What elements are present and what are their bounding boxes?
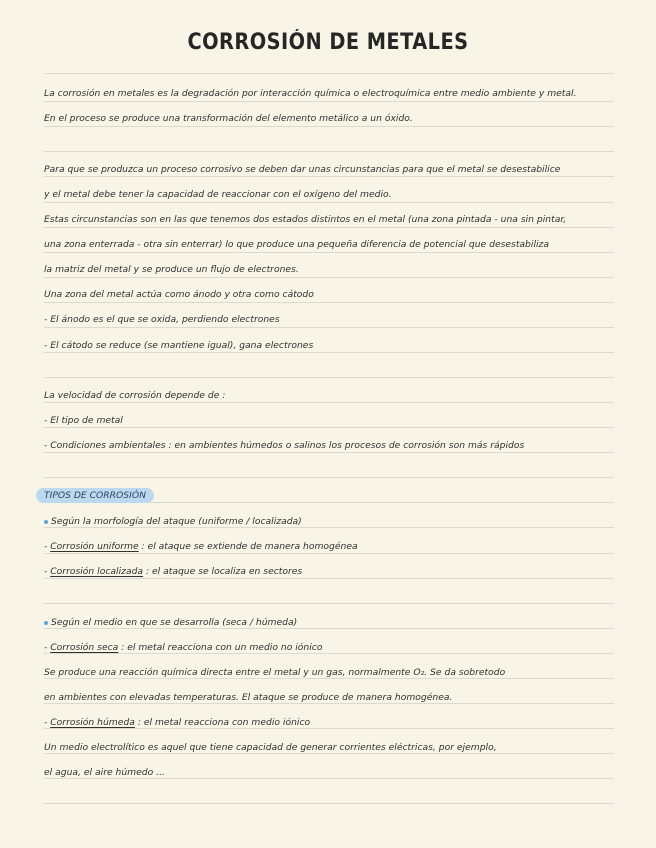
ruled-line (44, 126, 614, 127)
ruled-line (44, 252, 614, 253)
para2-line-7: - El ánodo es el que se oxida, perdiendo electrones (44, 314, 280, 325)
ruled-line (44, 452, 614, 453)
dry-term: Corrosión seca (50, 642, 119, 653)
dry-desc-line-2: en ambientes con elevadas temperaturas. El ataque se produce de manera homogénea. (44, 692, 453, 703)
para2-line-5: la matriz del metal y se produce un flujo de electrones. (44, 264, 299, 275)
localized-line: - Corrosión localizada : el ataque se localiza en sectores (44, 566, 303, 577)
ruled-line (44, 277, 614, 278)
bullet-icon (44, 520, 48, 524)
wet-desc-line-1: Un medio electrolítico es aquel que tiene capacidad de generar corrientes eléctricas, por ejemplo, (44, 742, 497, 753)
velocity-line-2: - El tipo de metal (44, 415, 123, 426)
morph-heading: Según la morfología del ataque (uniforme / localizada) (51, 516, 302, 527)
ruled-line (44, 151, 614, 152)
dry-text: : el metal reacciona con un medio no iónico (121, 642, 323, 653)
ruled-line (44, 553, 614, 554)
wet-desc-line-2: el agua, el aire húmedo ... (44, 767, 165, 778)
intro-line-2: En el proceso se produce una transformación del elemento metálico a un óxido. (44, 113, 413, 124)
intro-line-1: La corrosión en metales es la degradación por interacción química o electroquímica entre medio ambiente y metal. (44, 88, 577, 99)
para2-line-8: - El cátodo se reduce (se mantiene igual), gana electrones (44, 340, 314, 351)
ruled-line (44, 202, 614, 203)
para2-line-6: Una zona del metal actúa como ánodo y otra como cátodo (44, 289, 314, 300)
types-heading: TIPOS DE CORROSIÓN (36, 488, 154, 503)
ruled-line (44, 578, 614, 579)
wet-line: - Corrosión húmeda : el metal reacciona con medio iónico (44, 717, 311, 728)
para2-line-1: Para que se produzca un proceso corrosivo se deben dar unas circunstancias para que el metal se desestabilice (44, 164, 561, 175)
para2-line-2: y el metal debe tener la capacidad de reaccionar con el oxígeno del medio. (44, 189, 392, 200)
ruled-line (44, 427, 614, 428)
localized-text: : el ataque se localiza en sectores (145, 566, 303, 577)
morph-heading-line (44, 516, 616, 528)
ruled-line (44, 302, 614, 303)
ruled-line (44, 352, 614, 353)
ruled-line (44, 176, 614, 177)
page-title: CORROSIÓN DE METALES (187, 30, 469, 55)
medium-heading: Según el medio en que se desarrolla (seca / húmeda) (51, 617, 298, 628)
velocity-line-3: - Condiciones ambientales : en ambientes húmedos o salinos los procesos de corrosión son más rápidos (44, 440, 525, 451)
dry-desc-line-1: Se produce una reacción química directa entre el metal y un gas, normalmente O₂. Se da sobretodo (44, 667, 506, 678)
wet-term: Corrosión húmeda (50, 717, 135, 728)
localized-term: Corrosión localizada (50, 566, 144, 577)
ruled-line (44, 101, 614, 102)
wet-text: : el metal reacciona con medio iónico (137, 717, 311, 728)
medium-heading-line (44, 617, 616, 629)
ruled-line (44, 227, 614, 228)
ruled-line (44, 73, 614, 74)
para2-line-4: una zona enterrada - otra sin enterrar) lo que produce una pequeña diferencia de potencial que desestabiliza (44, 239, 550, 250)
uniform-term: Corrosión uniforme (50, 541, 139, 552)
uniform-text: : el ataque se extiende de manera homogénea (141, 541, 358, 552)
ruled-line (44, 803, 614, 804)
ruled-line (44, 377, 614, 378)
ruled-line (44, 327, 614, 328)
ruled-line (44, 603, 614, 604)
velocity-line-1: La velocidad de corrosión depende de : (44, 390, 226, 401)
dry-line: - Corrosión seca : el metal reacciona con un medio no iónico (44, 642, 323, 653)
uniform-line: - Corrosión uniforme : el ataque se extiende de manera homogénea (44, 541, 358, 552)
ruled-line (44, 477, 614, 478)
ruled-line (44, 402, 614, 403)
para2-line-3: Estas circunstancias son en las que tenemos dos estados distintos en el metal (una zona pintada - una sin pintar, (44, 214, 567, 225)
bullet-icon (44, 621, 48, 625)
